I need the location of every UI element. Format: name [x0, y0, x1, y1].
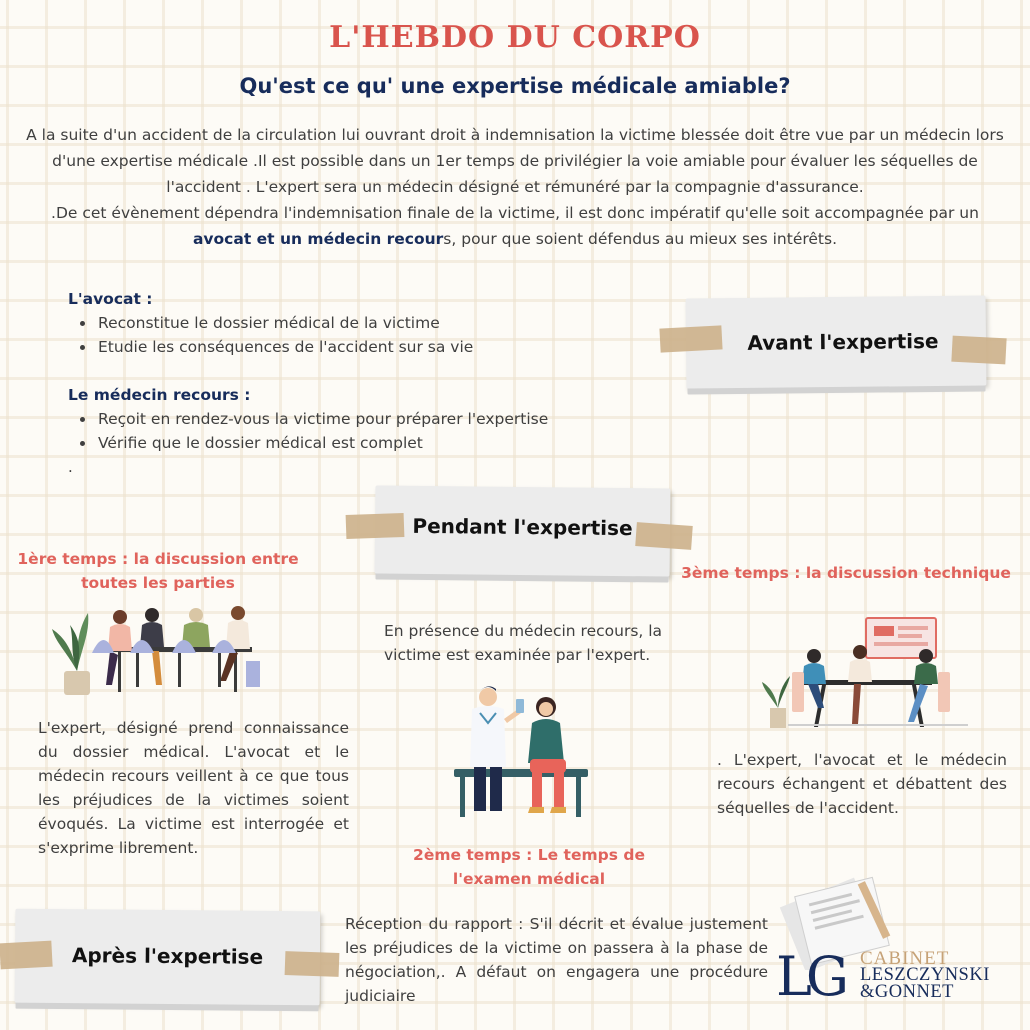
intro-emphasis: avocat et un médecin recour	[192, 230, 444, 248]
step1-title-line: 1ère temps : la discussion entre	[17, 550, 299, 568]
avocat-title: L'avocat :	[68, 290, 153, 308]
firm-logo-line: CABINET	[860, 948, 950, 969]
tape-decoration	[659, 325, 722, 352]
intro-line: l'accident . L'expert sera un médecin désigné et rémunéré par la compagnie d'assurance.	[166, 178, 864, 196]
step2-title-line: 2ème temps : Le temps de	[413, 846, 645, 864]
tape-decoration	[635, 522, 693, 550]
medical-exam-illustration	[450, 685, 592, 819]
tape-decoration	[285, 951, 340, 977]
firm-logo-name	[860, 950, 990, 1001]
apres-paper-label	[15, 909, 321, 1006]
list-item: Etudie les conséquences de l'accident sur sa vie	[79, 335, 473, 359]
brand-title: L'HEBDO DU CORPO	[329, 20, 701, 55]
tape-decoration	[0, 941, 53, 970]
step1-title-line: toutes les parties	[81, 574, 235, 592]
intro-line	[0, 226, 1030, 252]
technical-discussion-illustration	[762, 612, 972, 732]
page-question: Qu'est ce qu' une expertise médicale amiable?	[239, 74, 791, 98]
step3-description: . L'expert, l'avocat et le médecin recours échangent et débattent des séquelles de l'accident.	[717, 751, 1007, 817]
avocat-section	[68, 287, 473, 359]
list-item: Reconstitue le dossier médical de la victime	[79, 311, 473, 335]
apres-description: Réception du rapport : S'il décrit et évalue justement les préjudices de la victime on passera à la phase de négociation,. A défaut on engagera une procédure judiciaire	[345, 915, 768, 1005]
pendant-label: Pendant l'expertise	[412, 513, 633, 541]
step1-title	[10, 547, 306, 595]
avocat-list	[79, 311, 473, 359]
firm-logo-mark: LG	[776, 945, 843, 1008]
medecin-section	[68, 383, 548, 455]
medecin-list	[79, 407, 548, 455]
list-item: Vérifie que le dossier médical est complet	[79, 431, 548, 455]
trailing-dot: .	[68, 458, 73, 476]
intro-paragraph	[0, 122, 1030, 252]
tape-decoration	[951, 336, 1006, 365]
firm-logo-line: LESZCZYNSKI	[860, 965, 990, 985]
intro-line: d'une expertise médicale .Il est possible dans un 1er temps de privilégier la voie amiable pour évaluer les séquelles de	[52, 152, 978, 170]
avant-paper-label	[686, 295, 987, 388]
step2-description: En présence du médecin recours, la victime est examinée par l'expert.	[384, 622, 663, 664]
avant-label: Avant l'expertise	[747, 328, 939, 355]
intro-line: A la suite d'un accident de la circulation lui ouvrant droit à indemnisation la victime blessée doit être vue par un médecin lors	[26, 126, 1004, 144]
medecin-title: Le médecin recours :	[68, 386, 251, 404]
list-item: Reçoit en rendez-vous la victime pour préparer l'expertise	[79, 407, 548, 431]
intro-line-end: s, pour que soient défendus au mieux ses intérêts.	[443, 230, 838, 248]
apres-label: Après l'expertise	[71, 943, 264, 969]
firm-logo-line: &GONNET	[860, 982, 954, 1002]
intro-line: .De cet évènement dépendra l'indemnisation finale de la victime, il est donc impératif qu'elle soit accompagnée par un	[51, 204, 979, 222]
tape-decoration	[346, 513, 405, 539]
step2-title-line: l'examen médical	[452, 870, 606, 888]
meeting-illustration	[48, 603, 270, 695]
step3-title: 3ème temps : la discussion technique	[681, 564, 1011, 582]
pendant-paper-label	[375, 485, 671, 576]
step2-title	[388, 843, 670, 891]
step1-description: L'expert, désigné prend connaissance du dossier médical. L'avocat et le médecin recours veillent à ce que tous les préjudices de la victimes soient évoqués. La victime est interrogée et s'exprime librement.	[38, 719, 349, 857]
